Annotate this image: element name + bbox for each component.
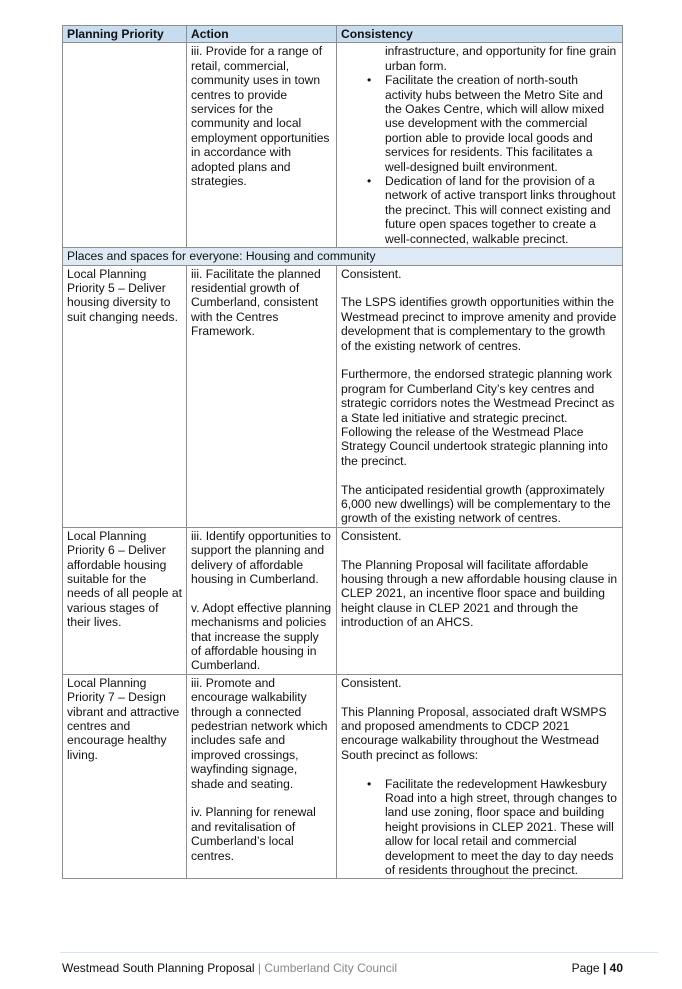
action-cell — [187, 527, 337, 674]
consistency-cell — [337, 527, 623, 674]
table-row — [63, 674, 623, 879]
planning-priority-table — [62, 25, 623, 879]
footer-separator: | — [257, 961, 262, 975]
footer-left — [62, 961, 397, 975]
consistency-paragraph: The anticipated residential growth (approximately 6,000 new dwellings) will be complementary to the growth of the existing network of centres. — [341, 482, 611, 526]
action-text: iii. Provide for a range of retail, commercial, community uses in town centres to provide services for the community and local employment opportunities in accordance with adopted plans and strategies. — [191, 44, 330, 189]
header-consistency: Consistency — [337, 26, 623, 43]
priority-cell: Local Planning Priority 5 – Deliver housing diversity to suit changing needs. — [63, 265, 187, 527]
consistency-paragraph: The Planning Proposal will facilitate affordable housing through a new affordable housing clause in CLEP 2021, an incentive floor space and building height clause in CLEP 2021 and through the introduction of an AHCS. — [341, 557, 618, 630]
consistency-cell — [337, 674, 623, 879]
cont-priority-cell — [63, 43, 187, 248]
bullet-icon: • — [367, 73, 372, 88]
section-heading: Places and spaces for everyone: Housing and community — [63, 248, 623, 265]
page-label: Page — [571, 961, 600, 975]
consistency-paragraph: Consistent. — [341, 266, 402, 281]
consistency-paragraph: Furthermore, the endorsed strategic planning work program for Cumberland City’s key centres and strategic corridors notes the Westmead Precinct as a State led initiative and strategic precinct. Following the release of the Westmead Place Strategy Council undertook strategic planning into the precinct. — [341, 367, 615, 468]
action-paragraph: iv. Planning for renewal and revitalisation of Cumberland’s local centres. — [191, 805, 316, 863]
table-row — [63, 527, 623, 674]
bullet-list — [341, 73, 618, 246]
bullet-icon: • — [367, 174, 372, 189]
consistency-cell — [337, 265, 623, 527]
footer-divider — [60, 952, 658, 953]
consistency-paragraph: Consistent. — [341, 675, 402, 690]
action-cell: iii. Facilitate the planned residential growth of Cumberland, consistent with the Centres Framework. — [187, 265, 337, 527]
page-number — [572, 961, 623, 975]
page-separator: | — [602, 961, 607, 975]
action-cell — [187, 674, 337, 879]
cont-action-cell — [187, 43, 337, 248]
list-item: • Dedication of land for the provision of a network of active transport links throughout the precinct. This will connect existing and future open spaces together to create a well-connected, walkable precinct. — [367, 174, 616, 246]
consistency-paragraph: Consistent. — [341, 528, 402, 543]
action-paragraph: v. Adopt effective planning mechanisms and policies that increase the supply of affordable housing in Cumberland. — [191, 600, 332, 673]
action-paragraph: iii. Identify opportunities to support the planning and delivery of affordable housing in Cumberland. — [191, 528, 331, 586]
table-row — [63, 43, 623, 248]
footer-council-name: Cumberland City Council — [264, 961, 398, 975]
list-item: • Facilitate the redevelopment Hawkesbury Road into a high street, through changes to land use zoning, floor space and building height provisions in CLEP 2021. These will allow for local retail and commercial development to meet the day to day needs of residents throughout the precinct. — [367, 776, 617, 878]
cont-consistency-cell — [337, 43, 623, 248]
page-number-value: 40 — [609, 961, 623, 975]
section-heading-row — [63, 248, 623, 265]
bullet-list — [341, 777, 618, 878]
header-planning-priority: Planning Priority — [63, 26, 187, 43]
bullet-icon: • — [367, 776, 372, 791]
consistency-paragraph: The LSPS identifies growth opportunities within the Westmead precinct to improve amenity and provide development that is complementary to the growth of the existing network of centres. — [341, 295, 617, 353]
table-row — [63, 265, 623, 527]
priority-cell: Local Planning Priority 7 – Design vibrant and attractive centres and encourage healthy living. — [63, 674, 187, 879]
list-item: • Facilitate the creation of north-south activity hubs between the Metro Site and the Oakes Centre, which will allow mixed use development with the commercial portion able to provide local goods and services for residents. This facilitates a well-designed built environment. — [367, 73, 605, 174]
priority-cell: Local Planning Priority 6 – Deliver affordable housing suitable for the needs of all people at various stages of their lives. — [63, 527, 187, 674]
continued-text: infrastructure, and opportunity for fine grain urban form. — [385, 44, 617, 73]
header-action: Action — [187, 26, 337, 43]
table-header-row — [63, 26, 623, 43]
consistency-paragraph: This Planning Proposal, associated draft WSMPS and proposed amendments to CDCP 2021 encourage walkability throughout the Westmead South precinct as follows: — [341, 704, 607, 762]
action-paragraph: iii. Promote and encourage walkability through a connected pedestrian network which includes safe and improved crossings, wayfinding signage, shade and seating. — [191, 675, 328, 791]
footer-document-title: Westmead South Planning Proposal — [62, 961, 255, 975]
